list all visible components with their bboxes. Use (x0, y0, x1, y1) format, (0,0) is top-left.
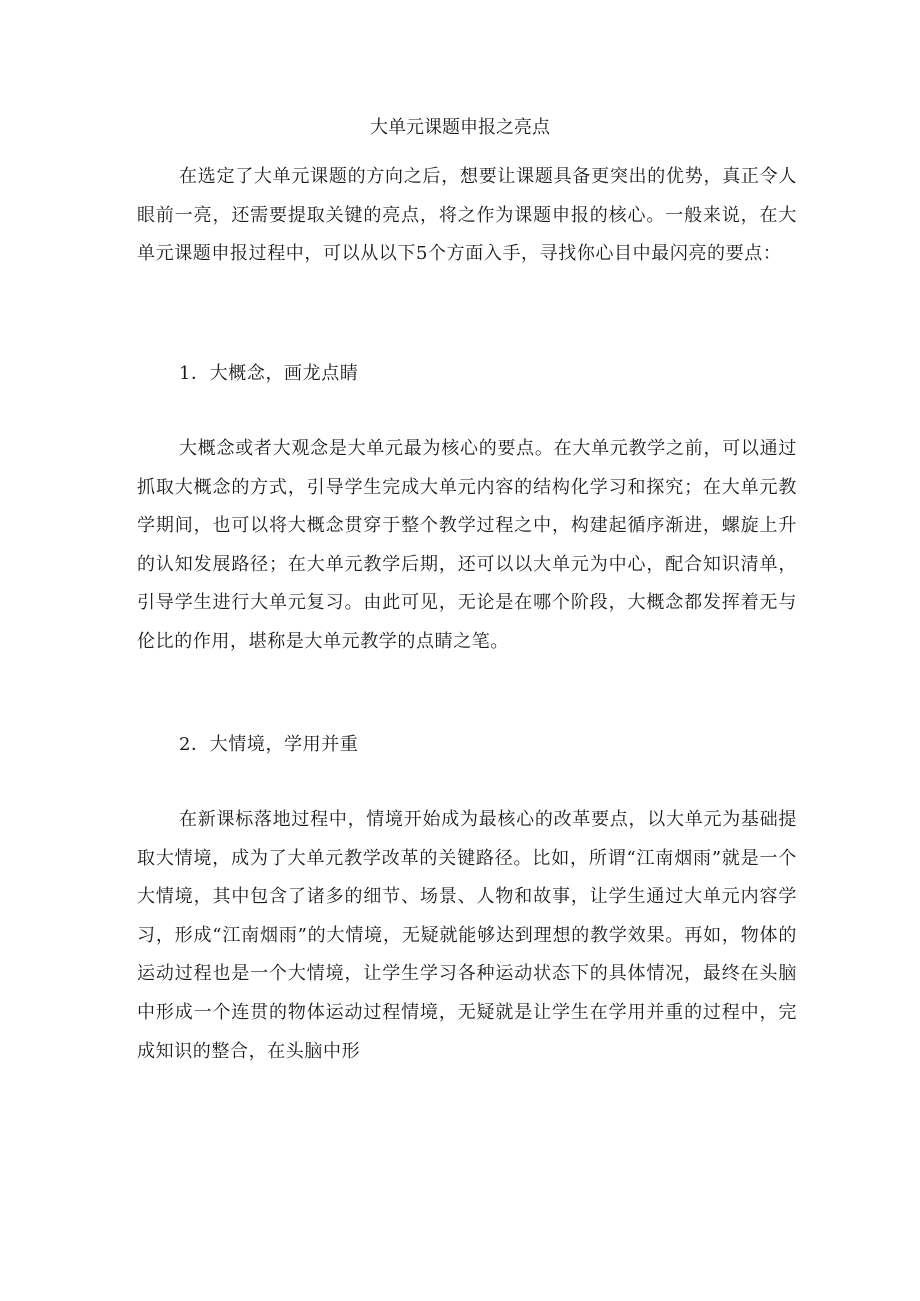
section-body-big-context: 在新课标落地过程中，情境开始成为最核心的改革要点，以大单元为基础提取大情境，成为了大单元教学改革的关键路径。比如，所谓“江南烟雨”就是一个大情境，其中包含了诸多的细节、场景、人物和故事，让学生通过大单元内容学习，形成“江南烟雨”的大情境，无疑就能够达到理想的教学效果。再如，物体的运动过程也是一个大情境，让学生学习各种运动状态下的具体情况，最终在头脑中形成一个连贯的物体运动过程情境，无疑就是让学生在学用并重的过程中，完成知识的整合，在头脑中形 (137, 809, 797, 1062)
section-body-big-concept: 大概念或者大观念是大单元最为核心的要点。在大单元教学之前，可以通过抓取大概念的方式，引导学生完成大单元内容的结构化学习和探究；在大单元教学期间，也可以将大概念贯穿于整个教学过程之中，构建起循序渐进，螺旋上升的认知发展路径；在大单元教学后期，还可以以大单元为中心，配合知识清单，引导学生进行大单元复习。由此可见，无论是在哪个阶段，大概念都发挥着无与伦比的作用，堪称是大单元教学的点睛之笔。 (137, 438, 797, 652)
intro-paragraph: 在选定了大单元课题的方向之后，想要让课题具备更突出的优势，真正令人眼前一亮，还需要提取关键的亮点，将之作为课题申报的核心。一般来说，在大单元课题申报过程中，可以从以下5个方面入手，寻找你心目中最闪亮的要点： (137, 166, 797, 265)
section-heading-big-context: 2．大情境，学用并重 (179, 734, 359, 755)
section-heading-big-concept: 1．大概念，画龙点睛 (179, 363, 359, 384)
document-title: 大单元课题申报之亮点 (370, 117, 550, 138)
